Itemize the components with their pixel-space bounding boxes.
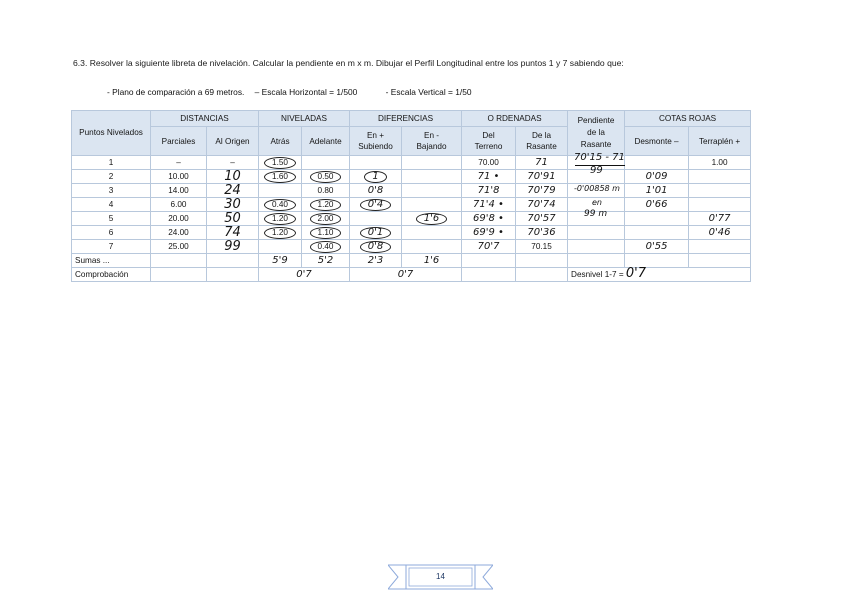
- circled-value: 1.10: [310, 227, 342, 239]
- table-row: [72, 170, 751, 184]
- page-number: 14: [436, 572, 445, 581]
- cell-desmonte: [625, 226, 689, 240]
- circled-value: 1.50: [264, 157, 296, 169]
- header-puntos: Puntos Nivelados: [72, 111, 151, 156]
- header-desmonte: Desmonte –: [625, 127, 689, 156]
- note-plano: - Plano de comparación a 69 metros.: [107, 87, 245, 97]
- table-row: [72, 212, 751, 226]
- sumas-label: Sumas ...: [72, 254, 151, 268]
- cell-al-origen: 50: [207, 212, 259, 226]
- header-ordenadas: O RDENADAS: [462, 111, 568, 127]
- desnivel-cell: [568, 268, 751, 282]
- cell-atras: [259, 170, 302, 184]
- header-al-origen: Al Origen: [207, 127, 259, 156]
- cell-adelante: [302, 240, 350, 254]
- desnivel-label: Desnivel 1-7 =: [571, 270, 624, 279]
- pendiente-note-numerator: 70'15 - 71: [574, 152, 625, 163]
- cell-punto: 7: [72, 240, 151, 254]
- cell-rasante: 70'91: [516, 170, 568, 184]
- cell-punto: 6: [72, 226, 151, 240]
- table-row: [72, 184, 751, 198]
- header-terreno: Del Terreno: [462, 127, 516, 156]
- cell-subiendo: [350, 156, 402, 170]
- cell-rasante: 70'79: [516, 184, 568, 198]
- header-subiendo: En + Subiendo: [350, 127, 402, 156]
- circled-value: 1.20: [310, 199, 342, 211]
- task-notes: [107, 87, 472, 97]
- comprobacion-niveladas: 0'7: [259, 268, 350, 282]
- cell-bajando: [402, 156, 462, 170]
- cell-terraplen: [689, 170, 751, 184]
- cell-bajando: [402, 212, 462, 226]
- header-cotas-rojas: COTAS ROJAS: [625, 111, 751, 127]
- cell-al-origen: –: [207, 156, 259, 170]
- empty-cell: [151, 254, 207, 268]
- cell-punto: 4: [72, 198, 151, 212]
- cell-terraplen: [689, 240, 751, 254]
- cell-subiendo: 0'8: [350, 184, 402, 198]
- desnivel-value: 0'7: [625, 266, 647, 281]
- header-distancias: DISTANCIAS: [151, 111, 259, 127]
- cell-bajando: [402, 198, 462, 212]
- cell-rasante: 70.15: [516, 240, 568, 254]
- circled-value: 0'8: [360, 241, 391, 253]
- sumas-subiendo: 2'3: [350, 254, 402, 268]
- cell-rasante: 70'36: [516, 226, 568, 240]
- table-row: [72, 240, 751, 254]
- note-escala-horizontal: – Escala Horizontal = 1/500: [254, 87, 358, 97]
- cell-parciales: 6.00: [151, 198, 207, 212]
- header-terraplen: Terraplén +: [689, 127, 751, 156]
- cell-desmonte: 1'01: [625, 184, 689, 198]
- table-row: [72, 156, 751, 170]
- header-niveladas: NIVELADAS: [259, 111, 350, 127]
- cell-desmonte: 0'66: [625, 198, 689, 212]
- cell-terreno: 71 •: [462, 170, 516, 184]
- cell-subiendo: [350, 226, 402, 240]
- circled-value: 0.40: [264, 199, 296, 211]
- cell-terraplen: 1.00: [689, 156, 751, 170]
- task-statement: 6.3. Resolver la siguiente libreta de nivelación. Calcular la pendiente en m x m. Dibujar el Perfil Longitudinal entre los puntos 1 y 7 sabiendo que:: [73, 58, 624, 68]
- cell-parciales: –: [151, 156, 207, 170]
- cell-punto: 3: [72, 184, 151, 198]
- cell-pendiente: [568, 240, 625, 254]
- cell-terreno: 69'8 •: [462, 212, 516, 226]
- cell-pendiente: [568, 226, 625, 240]
- cell-atras: [259, 156, 302, 170]
- circled-value: 0'1: [360, 227, 391, 239]
- cell-desmonte: 0'55: [625, 240, 689, 254]
- sumas-adelante: 5'2: [302, 254, 350, 268]
- cell-parciales: 14.00: [151, 184, 207, 198]
- cell-parciales: 24.00: [151, 226, 207, 240]
- cell-bajando: [402, 240, 462, 254]
- circled-value: 0'4: [360, 199, 391, 211]
- cell-rasante: 70'57: [516, 212, 568, 226]
- header-pendiente: Pendiente de la Rasante: [568, 111, 625, 156]
- sumas-atras: 5'9: [259, 254, 302, 268]
- header-adelante: Adelante: [302, 127, 350, 156]
- header-bajando: En - Bajando: [402, 127, 462, 156]
- cell-atras: [259, 198, 302, 212]
- cell-bajando: [402, 226, 462, 240]
- header-atras: Atrás: [259, 127, 302, 156]
- empty-cell: [568, 254, 625, 268]
- circled-value: 2.00: [310, 213, 342, 225]
- cell-adelante: [302, 226, 350, 240]
- empty-cell: [462, 268, 516, 282]
- cell-subiendo: [350, 212, 402, 226]
- cell-al-origen: 30: [207, 198, 259, 212]
- page-number-banner: [388, 563, 493, 591]
- pendiente-note-denominator: 99: [590, 165, 603, 176]
- cell-terraplen: [689, 198, 751, 212]
- comprobacion-row: [72, 268, 751, 282]
- empty-cell: [689, 254, 751, 268]
- header-rasante: De la Rasante: [516, 127, 568, 156]
- comprobacion-label: Comprobación: [72, 268, 151, 282]
- cell-terreno: 71'8: [462, 184, 516, 198]
- empty-cell: [462, 254, 516, 268]
- cell-adelante: [302, 170, 350, 184]
- circled-value: 1: [364, 171, 386, 183]
- table-row: [72, 198, 751, 212]
- comprobacion-diferencias: 0'7: [350, 268, 462, 282]
- cell-atras: [259, 184, 302, 198]
- leveling-table: [71, 110, 751, 282]
- cell-punto: 5: [72, 212, 151, 226]
- cell-desmonte: 0'09: [625, 170, 689, 184]
- empty-cell: [151, 268, 207, 282]
- cell-desmonte: [625, 156, 689, 170]
- cell-bajando: [402, 184, 462, 198]
- cell-atras: [259, 212, 302, 226]
- empty-cell: [207, 254, 259, 268]
- empty-cell: [207, 268, 259, 282]
- cell-parciales: 10.00: [151, 170, 207, 184]
- cell-adelante: [302, 212, 350, 226]
- cell-terreno: 71'4 •: [462, 198, 516, 212]
- cell-terreno: 69'9 •: [462, 226, 516, 240]
- cell-terraplen: 0'77: [689, 212, 751, 226]
- circled-value: 1'6: [416, 213, 447, 225]
- cell-adelante: 0.80: [302, 184, 350, 198]
- cell-terraplen: 0'46: [689, 226, 751, 240]
- cell-rasante: 71: [516, 156, 568, 170]
- cell-atras: [259, 240, 302, 254]
- circled-value: 0.50: [310, 171, 342, 183]
- cell-al-origen: 24: [207, 184, 259, 198]
- table-row: [72, 226, 751, 240]
- cell-al-origen: 10: [207, 170, 259, 184]
- circled-value: 1.20: [264, 213, 296, 225]
- cell-rasante: 70'74: [516, 198, 568, 212]
- cell-subiendo: [350, 198, 402, 212]
- cell-subiendo: [350, 240, 402, 254]
- cell-punto: 1: [72, 156, 151, 170]
- circled-value: 1.20: [264, 227, 296, 239]
- sumas-row: [72, 254, 751, 268]
- cell-desmonte: [625, 212, 689, 226]
- header-parciales: Parciales: [151, 127, 207, 156]
- pendiente-note-distance: 99 m: [584, 209, 608, 219]
- cell-punto: 2: [72, 170, 151, 184]
- cell-subiendo: [350, 170, 402, 184]
- note-escala-vertical: - Escala Vertical = 1/50: [385, 87, 472, 97]
- cell-atras: [259, 226, 302, 240]
- circled-value: 0.40: [310, 241, 342, 253]
- cell-adelante: [302, 156, 350, 170]
- cell-bajando: [402, 170, 462, 184]
- pendiente-note-result: -0'00858 m: [574, 184, 620, 193]
- empty-cell: [516, 268, 568, 282]
- cell-terreno: 70'7: [462, 240, 516, 254]
- cell-parciales: 25.00: [151, 240, 207, 254]
- cell-al-origen: 99: [207, 240, 259, 254]
- empty-cell: [516, 254, 568, 268]
- circled-value: 1.60: [264, 171, 296, 183]
- cell-parciales: 20.00: [151, 212, 207, 226]
- cell-adelante: [302, 198, 350, 212]
- cell-al-origen: 74: [207, 226, 259, 240]
- pendiente-note-en: en: [592, 198, 602, 207]
- cell-terreno: 70.00: [462, 156, 516, 170]
- sumas-bajando: 1'6: [402, 254, 462, 268]
- cell-terraplen: [689, 184, 751, 198]
- header-diferencias: DIFERENCIAS: [350, 111, 462, 127]
